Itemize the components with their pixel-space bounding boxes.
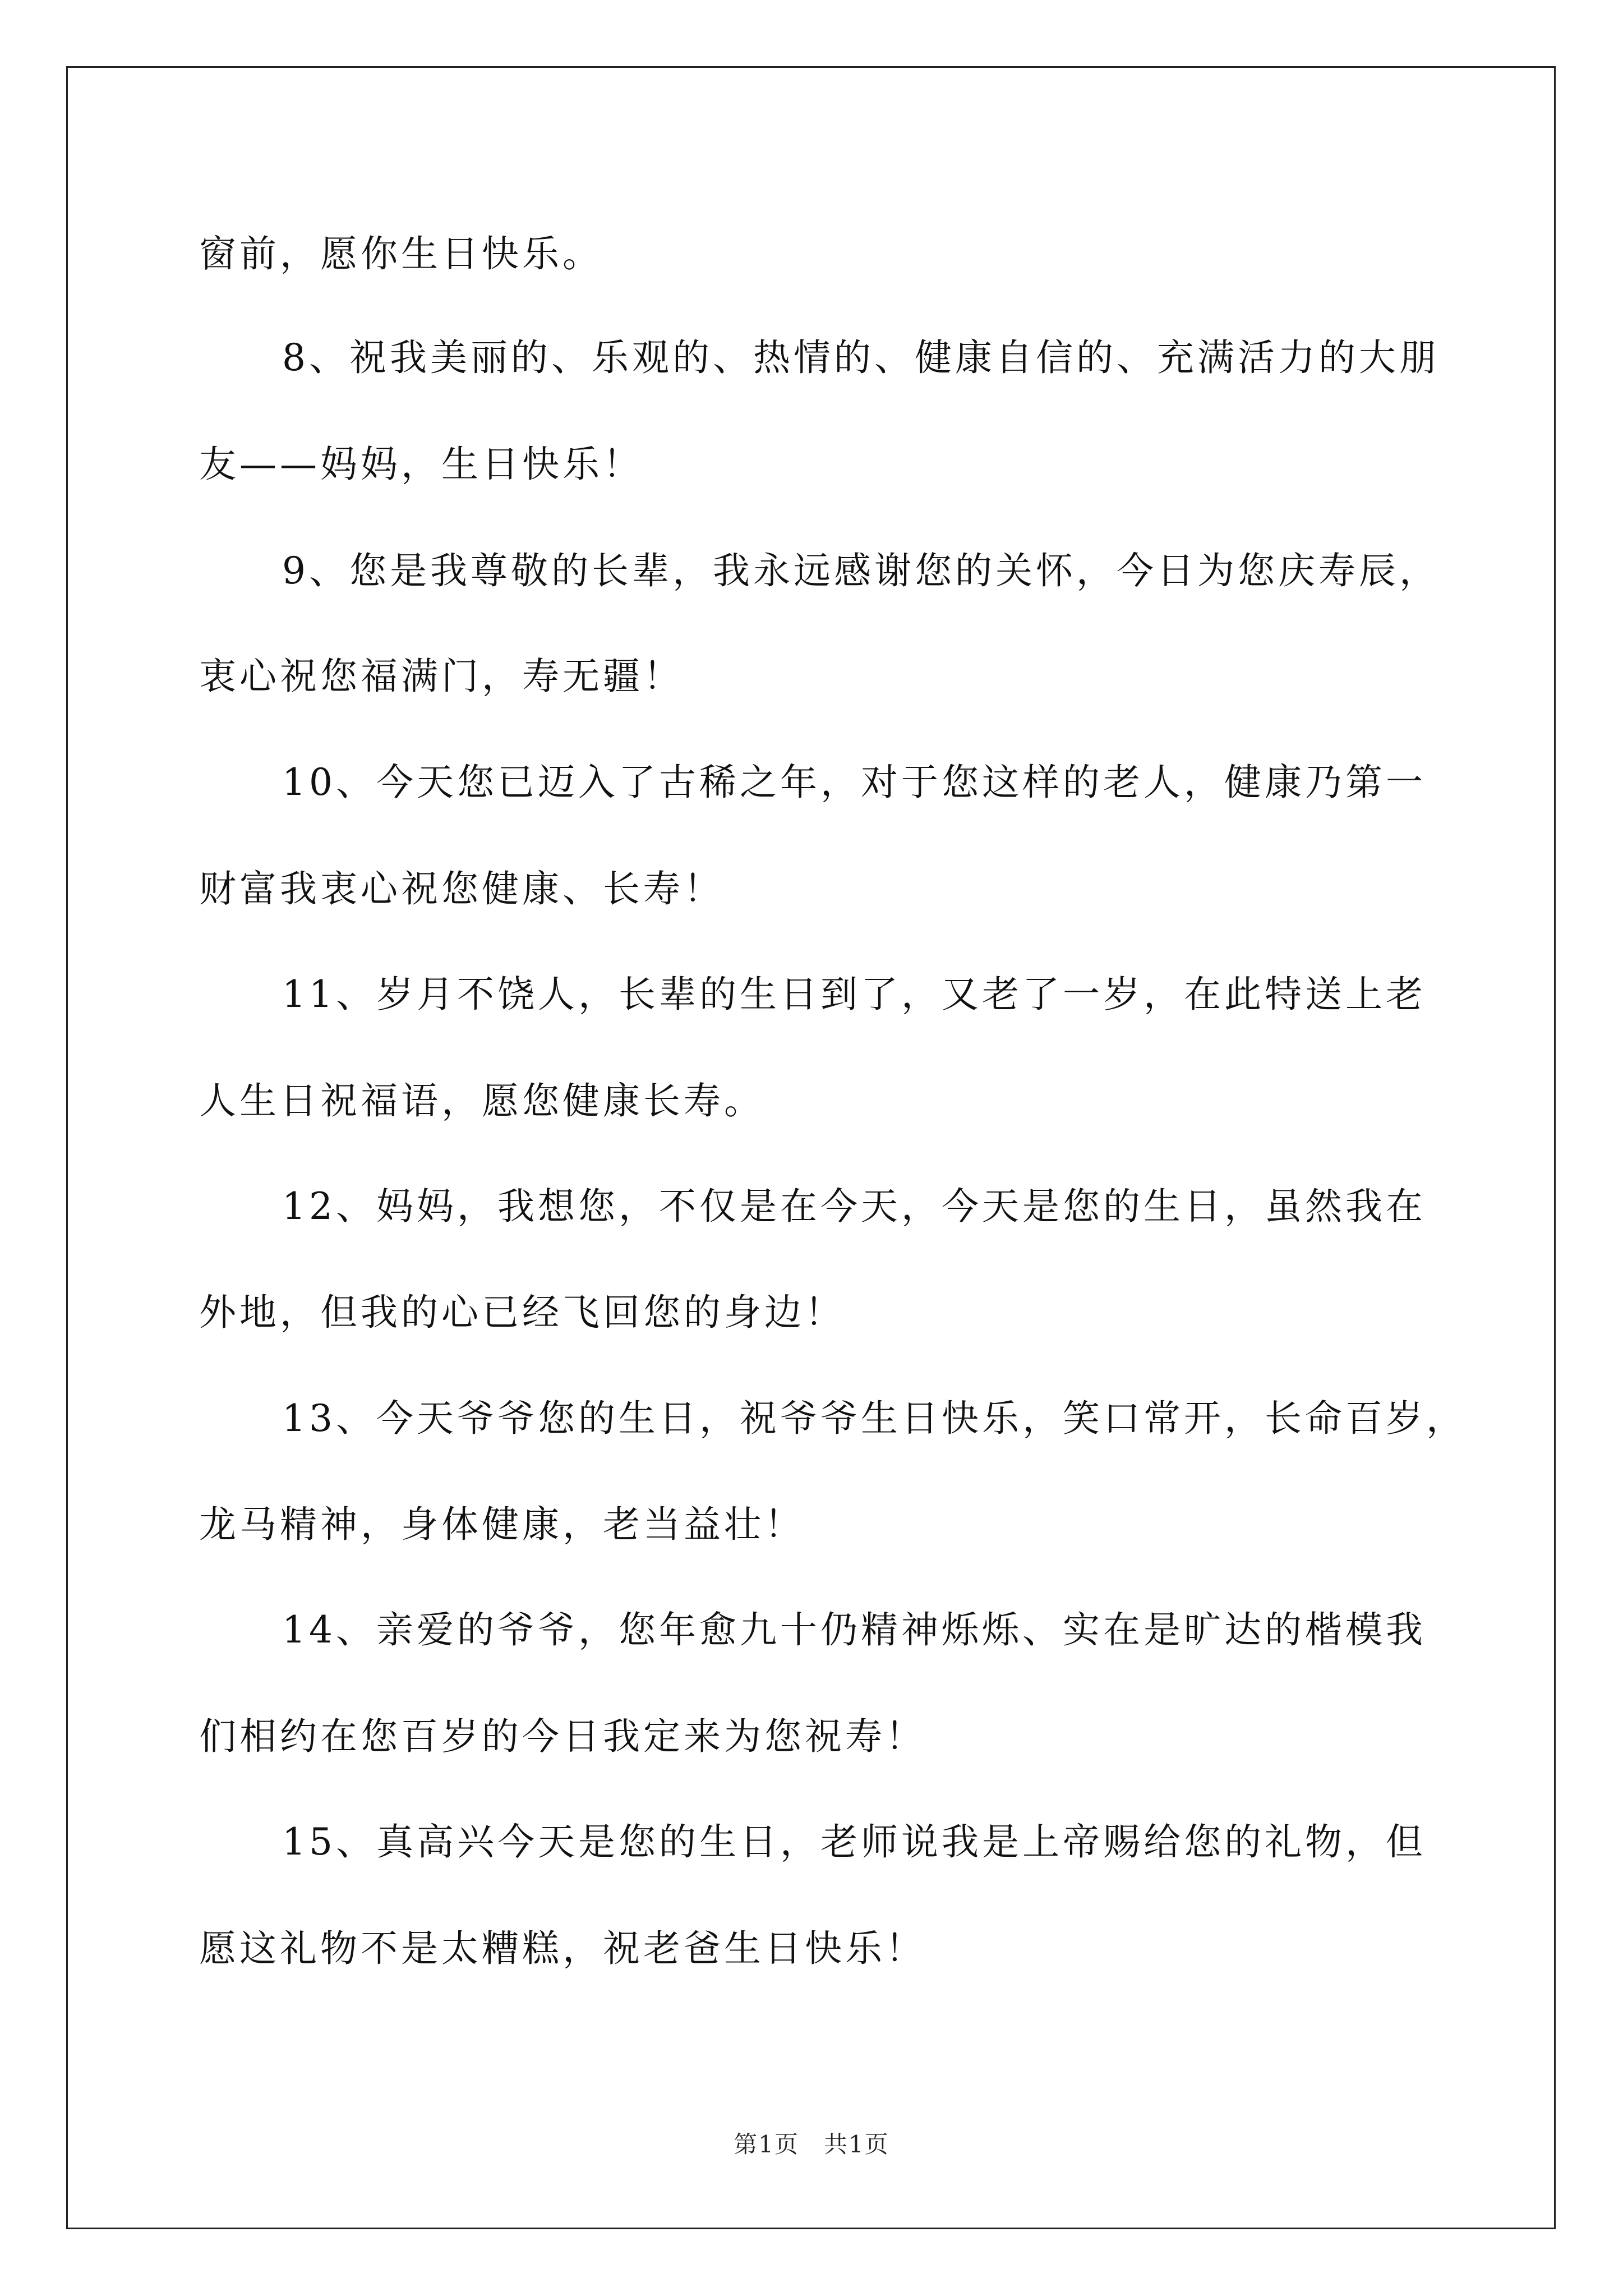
text-line: 14、亲爱的爷爷，您年愈九十仍精神烁烁、实在是旷达的楷模我 [282, 1608, 1426, 1651]
text-line: 友——妈妈，生日快乐！ [199, 443, 643, 486]
text-line: 愿这礼物不是太糟糕，祝老爸生日快乐！ [199, 1927, 926, 1970]
text-line: 15、真高兴今天是您的生日，老师说我是上帝赐给您的礼物，但 [282, 1820, 1426, 1864]
text-line: 人生日祝福语，愿您健康长寿。 [199, 1079, 764, 1122]
text-line: 衷心祝您福满门，寿无疆！ [199, 655, 684, 698]
text-line: 外地，但我的心已经飞回您的身边！ [199, 1291, 845, 1334]
text-line: 9、您是我尊敬的长辈，我永远感谢您的关怀，今日为您庆寿辰， [282, 549, 1440, 592]
text-line: 8、祝我美丽的、乐观的、热情的、健康自信的、充满活力的大朋 [282, 336, 1440, 379]
text-line: 龙马精神，身体健康，老当益壮！ [199, 1503, 805, 1546]
text-line: 11、岁月不饶人，长辈的生日到了，又老了一岁，在此特送上老 [282, 973, 1426, 1016]
page-border [66, 66, 1556, 2229]
page-number-footer: 第1页 共1页 [734, 2131, 889, 2158]
text-line: 财富我衷心祝您健康、长寿！ [199, 867, 724, 910]
text-line: 13、今天爷爷您的生日，祝爷爷生日快乐，笑口常开，长命百岁， [282, 1397, 1467, 1440]
text-line: 12、妈妈，我想您，不仅是在今天，今天是您的生日，虽然我在 [282, 1185, 1426, 1228]
text-line: 10、今天您已迈入了古稀之年，对于您这样的老人，健康乃第一 [282, 761, 1426, 804]
text-line: 们相约在您百岁的今日我定来为您祝寿！ [199, 1715, 926, 1758]
text-line: 窗前，愿你生日快乐。 [199, 232, 603, 275]
